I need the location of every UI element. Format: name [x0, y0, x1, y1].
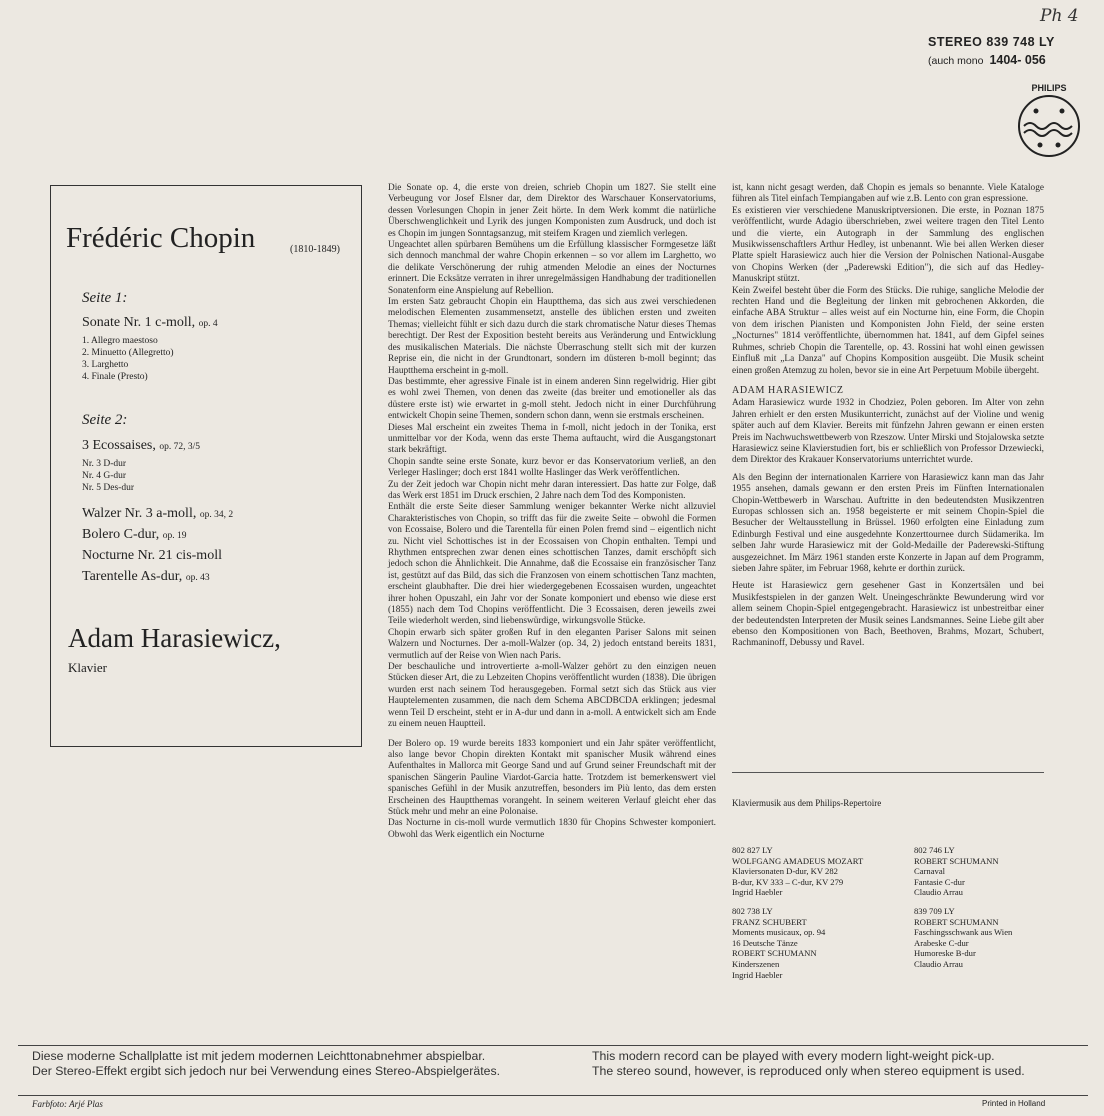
paragraph: Ungeachtet allen spürbaren Bemühens um die Erfüllung klassischer Formgesetze läßt sich dennoch manchmal der wahre Chopin erkennen – so vor allem im Larghetto, wo die delikate Verschönerung der ruhig atmenden Melodie an eines der Nocturnes erinnert. Die Ecksätze verraten in ihrer unregelmässigen Handhabung der traditionellen Sonatenform eine Anspielung auf Rebellion. — [388, 240, 716, 296]
paragraph: Der beschauliche und introvertierte a-moll-Walzer gehört zu den einzigen neuen Stücken dieser Art, die zu Lebzeiten Chopins veröffentlicht wurden (1838). Die übrigen wurden erst nach seinem Tod herausgegeben. Formal setzt sich das Stück aus vier Hauptelementen zusammen, die nach dem Schema ABCDBCDA erklingen; jedesmal wenn Teil D erscheint, steht er in A-dur und dann in a-moll. A entwickelt sich am Ende zu einem neuen Hauptteil. — [388, 662, 716, 730]
paragraph: Die Sonate op. 4, die erste von dreien, schrieb Chopin um 1827. Sie stellt eine Verbeugung vor Josef Elsner dar, dem Direktor des Warschauer Konservatoriums, dessen Vorlesungen Chopin in jener Zeit hörte. In dem Werk kommt die natürliche Überschwenglichkeit und Lyrik des jungen Komponisten zum Ausdruck, und doch ist es Chopin im jungen Sonntagsanzug, mit steifem Kragen und ziemlich verlegen. — [388, 183, 716, 239]
repertoire-line: Humoreske B-dur — [914, 948, 976, 959]
nocturne-entry: Nocturne Nr. 21 cis-moll — [82, 548, 222, 563]
tarentelle-title: Tarentelle As-dur, — [82, 569, 183, 584]
sonata-movements — [82, 335, 174, 383]
side-1-label: Seite 1: — [82, 290, 128, 306]
repertoire-number: 839 709 LY — [914, 906, 955, 916]
mono-number: 1404- 056 — [989, 53, 1046, 67]
paragraph: Enthält die erste Seite dieser Sammlung weniger bekannter Werke nicht allzuviel Charakteristisches von Chopin, so trifft das für die zweite Seite – obwohl die Formen von Ecossaise, Bolero und die Tarentella für einen Polen fremd sind – eigentlich nicht zu. Nicht viel Schottisches ist in der Ecossaisen von Chopin enthalten. Tempi und Rhythmen entsprechen zwar denen eines schottischen Tanzes, damit erschöpft sich jedoch schon die Ähnlichkeit. Die Annahme, daß die Ecossaise ein französischer Tanz ist, gestützt auf das Bild, das sich die Franzosen von einem schottischen Tanz machten, erscheint glaubhafter. Die drei hier wiedergegebenen Ecossaisen wurden, ungeachtet ihrer hohen Opuszahl, ein Jahr vor der Sonate komponiert und ebenso wie diese erst (1855) nach dem Tod Chopins veröffentlicht. Die 3 Ecossaisen, deren jeweils zwei Teile wiederholt werden, sind liebenswürdige, wirkungsvolle Stücke. — [388, 502, 716, 627]
repertoire-line: B-dur, KV 333 – C-dur, KV 279 — [732, 876, 844, 887]
repertoire-line: Claudio Arrau — [914, 958, 963, 969]
catalog-block — [928, 35, 1098, 67]
paragraph: Das bestimmte, eher agressive Finale ist in einem anderen Sinn regelwidrig. Hier gibt es wohl zwei Themen, von denen das zweite (das breiter und emotioneller als das düstere erste ist) wie erwartet in g-moll steht. Jedoch nicht in einer Durchführung entwickelt Chopin seine Themen, sondern schon dann, wenn sie erstmals erscheinen. — [388, 376, 716, 422]
repertoire-line: Kinderszenen — [732, 958, 780, 969]
composer-name: Frédéric Chopin — [66, 222, 256, 254]
paragraph: Chopin sandte seine erste Sonate, kurz bevor er das Konservatorium verließ, an den Verleger Haslinger; doch erst 1841 wollte Haslinger das Werk veröffentlichen. — [388, 456, 716, 479]
mono-prefix: (auch mono — [928, 55, 984, 67]
footer-bottom-rule — [18, 1095, 1088, 1096]
mono-catalog-number — [928, 53, 1098, 67]
liner-notes-column-2 — [732, 183, 1044, 650]
repertoire-line: Carnaval — [914, 866, 946, 877]
composer-years: (1810-1849) — [290, 244, 340, 255]
repertoire-line: Fantasie C-dur — [914, 876, 965, 887]
performer-instrument: Klavier — [68, 660, 107, 675]
bolero-title: Bolero C-dur, — [82, 527, 160, 542]
side-2-label: Seite 2: — [82, 412, 128, 428]
note-line: Der Stereo-Effekt ergibt sich jedoch nur bei Verwendung eines Stereo-Abspielgerätes. — [32, 1064, 501, 1078]
philips-logo — [1010, 83, 1088, 161]
playback-note-english — [592, 1049, 1092, 1079]
repertoire-line: Claudio Arrau — [914, 887, 963, 898]
paragraph: ist, kann nicht gesagt werden, daß Chopin es jemals so benannte. Viele Kataloge führen als Titel einfach Tempiangaben auf wie z.B. Lento con gran espressione. — [732, 183, 1044, 205]
repertoire-line: ROBERT SCHUMANN — [732, 948, 817, 959]
footer-top-rule — [18, 1045, 1088, 1046]
repertoire-line: Ingrid Haebler — [732, 887, 783, 898]
repertoire-line: WOLFGANG AMADEUS MOZART — [732, 855, 864, 866]
repertoire-line: Ingrid Haebler — [732, 969, 783, 980]
paragraph: Das Nocturne in cis-moll wurde vermutlich 1830 für Chopins Schwester komponiert. Obwohl das Werk eigentlich ein Nocturne — [388, 818, 716, 840]
ecossaises-list — [82, 458, 134, 494]
repertoire-line: ROBERT SCHUMANN — [914, 855, 999, 866]
movement-3: 3. Larghetto — [82, 360, 129, 370]
ecossaises-opus: op. 72, 3/5 — [159, 442, 201, 452]
repertoire-line: Klaviersonaten D-dur, KV 282 — [732, 866, 838, 877]
repertoire-item — [914, 906, 1064, 970]
repertoire-number: 802 738 LY — [732, 906, 773, 916]
paragraph: Chopin erwarb sich später großen Ruf in den eleganten Pariser Salons mit seinen Walzern und Nocturnes. Der a-moll-Walzer (op. 34, 2) jedoch entstand bereits 1831, vermutlich auf der Reise von Wien nach Paris. — [388, 627, 716, 661]
sonata-opus: op. 4 — [198, 319, 218, 329]
ecossaise-5: Nr. 5 Des-dur — [82, 483, 134, 493]
note-line: The stereo sound, however, is reproduced only when stereo equipment is used. — [592, 1064, 1025, 1078]
column-divider — [732, 772, 1044, 773]
movement-1: 1. Allegro maestoso — [82, 336, 158, 346]
repertoire-title: Klaviermusik aus dem Philips-Repertoire — [732, 798, 882, 808]
ecossaise-4: Nr. 4 G-dur — [82, 471, 127, 481]
note-line: Diese moderne Schallplatte ist mit jedem modernen Leichttonabnehmer abspielbar. — [32, 1049, 486, 1063]
performer-name: Adam Harasiewicz, — [68, 623, 281, 653]
paragraph: Adam Harasiewicz wurde 1932 in Chodziez, Polen geboren. Im Alter von zehn Jahren erhielt er den ersten Musikunterricht, zunächst auf der Violine und wenig später auch auf dem Klavier. Bereits mit fünfzehn Jahren gewann er einen ersten Preis im Nachwuchswettbewerb von Rzeszow. Unter Mirski und Stojalowska setzte Harasiewicz seine Klavierstudien fort, bis er schließlich von Professor Drzewiecki, dem Direktor des Krakauer Konservatoriums unterrichtet wurde. — [732, 398, 1044, 466]
paragraph: Als den Beginn der internationalen Karriere von Harasiewicz kann man das Jahr 1955 ansehen, damals gewann er den ersten Preis im Fünften Internationalen Chopin-Wettbewerb in Warschau. Auftritte in den bedeutendsten Musikzentren Europas schlossen sich an. 1958 begeisterte er mit seinem Chopin-Spiel die Besucher der Weltausstellung in Brüssel. 1960 erfolgten eine Einladung zum Edinburgh Festival und eine ausgedehnte Konzerttournee durch Südamerika. Im selben Jahr wurde Harasiewicz mit der Gold-Medaille der Paderewski-Stiftung ausgezeichnet. Im März 1961 standen erste Konzerte in Japan auf dem Programm, sieben Jahre später, im Februar 1968, kehrte er dorthin zurück. — [732, 472, 1044, 574]
liner-notes-column-1 — [388, 183, 716, 841]
paragraph: Heute ist Harasiewicz gern gesehener Gast in Konzertsälen und bei Musikfestspielen in der ganzen Welt. Uneingeschränkte Bewunderung wird vor allem seinem Chopin-Spiel entgegengebracht. Harasiewicz ist unbestreitbar einer der bedeutendsten Interpreten der Musik seines Landsmannes. Seine Liebe gilt aber ebenso den Kompositionen von Bach, Beethoven, Brahms, Mozart, Schubert, Rachmaninoff, Debussy und Ravel. — [732, 581, 1044, 649]
photo-credit: Farbfoto: Arjé Plas — [32, 1099, 103, 1109]
ecossaise-3: Nr. 3 D-dur — [82, 459, 127, 469]
walzer-entry — [82, 506, 233, 522]
movement-4: 4. Finale (Presto) — [82, 372, 148, 382]
repertoire-line: Moments musicaux, op. 94 — [732, 927, 826, 938]
repertoire-number: 802 827 LY — [732, 845, 773, 855]
paragraph: Es existieren vier verschiedene Manuskriptversionen. Die erste, in Poznan 1875 veröffentlicht, wurde Adagio überschrieben, zwei weitere tragen den Titel Lento und die vierte, ein Autograph in der Sammlung des englischen Musikwissenschaftlers Arthur Hedley, ist unbenannt. Wie bei allen Werken dieser Platte spielt Harasiewicz auch hier die Version der Polnischen National-Ausgabe von Chopins Werken (der „Paderewski Edition"), die sich auf das Hedley-Manuskript stützt. — [732, 205, 1044, 285]
handwritten-note: Ph 4 — [1040, 6, 1079, 26]
philips-brand-text: PHILIPS — [1031, 83, 1067, 93]
repertoire-line: ROBERT SCHUMANN — [914, 916, 999, 927]
movement-2: 2. Minuetto (Allegretto) — [82, 348, 174, 358]
paragraph: Im ersten Satz gebraucht Chopin ein Hauptthema, das sich aus zwei verschiedenen melodischen Elementen zusammensetzt, anstelle des üblichen ersten und zweiten Themas; vielleicht fühlt er sich dazu durch die stark chromatische Natur dieses Themas berechtigt. Der Rest der Exposition besteht bereits aus Veränderung und Entwicklung des musikalischen Materials. Die nächste Überraschung stellt sich mit der kurzen Reprise ein, die nicht in der Grundtonart, sondern im düsteren b-moll beginnt; das Hauptthema erscheint in g-moll. — [388, 297, 716, 376]
playback-note-german — [32, 1049, 592, 1079]
repertoire-line: Faschingsschwank aus Wien — [914, 927, 1013, 938]
tarentelle-opus: op. 43 — [185, 573, 210, 583]
ecossaises-title: 3 Ecossaises, — [82, 438, 156, 453]
repertoire-number: 802 746 LY — [914, 845, 955, 855]
repertoire-line: FRANZ SCHUBERT — [732, 916, 807, 927]
walzer-title: Walzer Nr. 3 a-moll, — [82, 506, 197, 521]
bolero-entry — [82, 527, 186, 543]
paragraph: Der Bolero op. 19 wurde bereits 1833 komponiert und ein Jahr später veröffentlicht, also lange bevor Chopin direkten Kontakt mit spanischer Musik während eines Aufenthaltes in Mallorca mit George Sand und auf Grund seiner Freundschaft mit der spanischen Sängerin Pauline Viardot-Garcia hatte. Trotzdem ist bemerkenswert viel spanisches Gefühl in der Musik anzutreffen, besonders im Più lento, das dem ersten Erscheinen des Hauptthemas vorangeht. In seinem weiteren Verlauf gleicht eher das Stück mehr und mehr an eine Polonaise. — [388, 738, 716, 817]
stereo-catalog-number: STEREO 839 748 LY — [928, 35, 1055, 49]
sonata-entry — [82, 315, 218, 331]
note-line: This modern record can be played with every modern light-weight pick-up. — [592, 1049, 995, 1063]
paragraph: Kein Zweifel besteht über die Form des Stücks. Die ruhige, sangliche Melodie der rechten Hand und die Begleitung der linken mit gebrochenen Akkorden, die einfache ABA Struktur – alles weist auf ein Nocturne hin, eine Form, die Chopin von dem irischen Pianisten und Komponisten John Field, der seine ersten „Nocturnes" 1814 veröffentlichte, übernommen hat. 1841, auf dem Gipfel seines Ruhmes, schrieb Chopin die Tarentelle, op. 43. Rossini hat wohl einen gewissen Einfluß mit „La Danza" auf Chopins Komposition ausgeübt. Die Musik scheint einen großen Atemzug zu holen, bevor sie in eine Art Perpetuum Mobile übergeht. — [732, 285, 1044, 376]
repertoire-item — [914, 845, 1064, 898]
repertoire-line: 16 Deutsche Tänze — [732, 937, 798, 948]
biography-heading: ADAM HARASIEWICZ — [732, 384, 844, 396]
ecossaises-entry — [82, 438, 200, 454]
paragraph: Zu der Zeit jedoch war Chopin nicht mehr daran interessiert. Das hatte zur Folge, daß das Werk erst 1851 im Druck erschien, 2 Jahre nach dem Tod des Komponisten. — [388, 479, 716, 501]
repertoire-item — [732, 845, 902, 898]
repertoire-line: Arabeske C-dur — [914, 937, 969, 948]
sonata-title: Sonate Nr. 1 c-moll, — [82, 315, 196, 330]
paragraph: Dieses Mal erscheint ein zweites Thema in f-moll, nicht jedoch in der Tonika, erst unmittelbar vor der Koda, wenn das erste Thema auftaucht, wird die Ausgangstonart stark bekräftigt. — [388, 422, 716, 456]
bolero-opus: op. 19 — [162, 531, 187, 541]
repertoire-item — [732, 906, 902, 980]
tarentelle-entry — [82, 569, 210, 585]
philips-shield-icon — [1010, 93, 1088, 159]
walzer-opus: op. 34, 2 — [199, 510, 234, 520]
printed-in-note: Printed in Holland — [982, 1099, 1046, 1108]
